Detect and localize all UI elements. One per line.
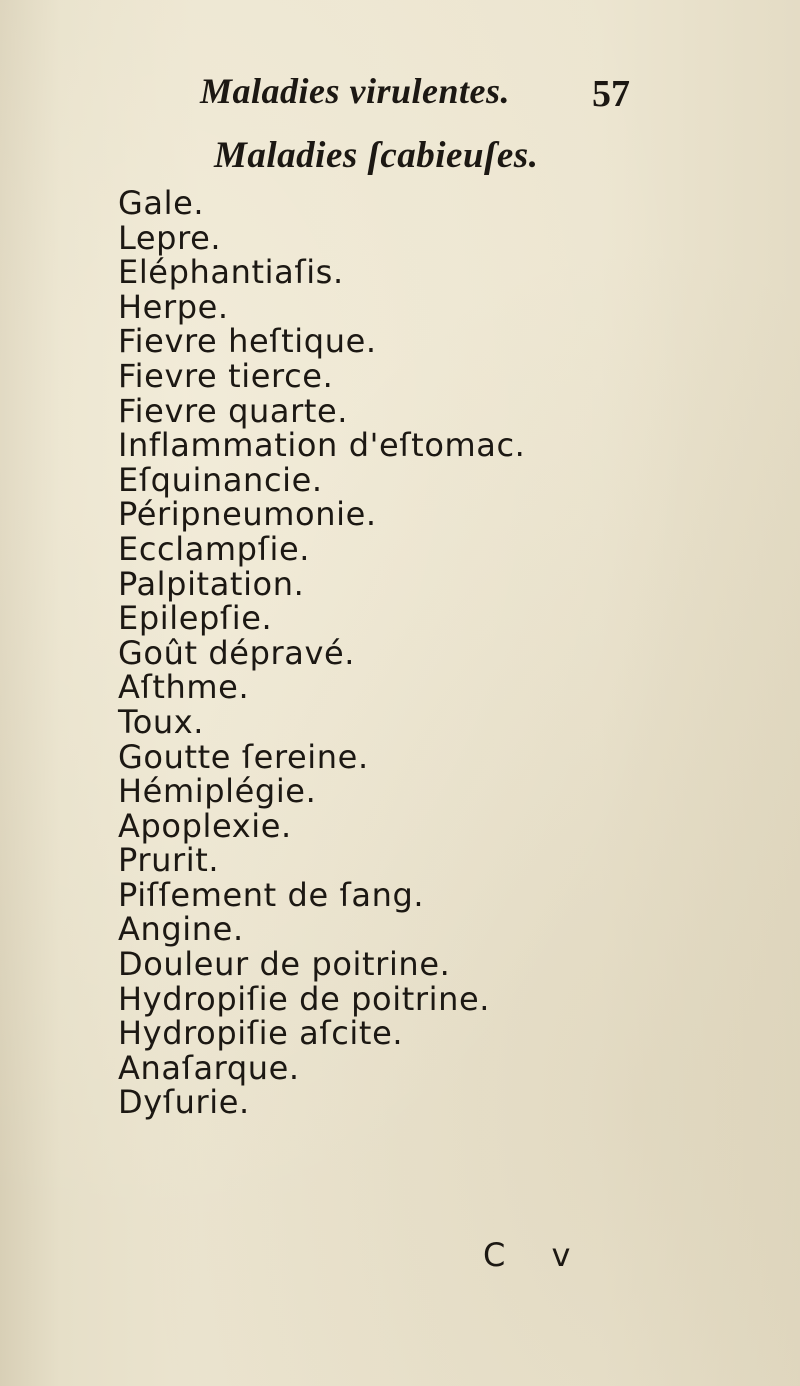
list-item: Piſſement de ſang. — [118, 875, 425, 914]
list-item: Toux. — [118, 702, 205, 741]
section-title: Maladies ſcabieuſes. — [214, 135, 539, 176]
list-item: Lepre. — [118, 218, 222, 257]
list-item: Herpe. — [118, 287, 229, 326]
list-item: Goutte ſereine. — [118, 737, 369, 776]
list-item: Hydropiſie aſcite. — [118, 1014, 404, 1053]
list-item: Fievre quarte. — [118, 391, 349, 430]
list-item: Fievre heſtique. — [118, 322, 377, 361]
running-title: Maladies virulentes. — [200, 71, 511, 111]
list-item: Hydropiſie de poitrine. — [118, 979, 491, 1018]
list-item: Péripneumonie. — [118, 495, 377, 534]
catchword-signature: C v — [483, 1236, 589, 1274]
list-item: Palpitation. — [118, 564, 305, 603]
list-item: Ecclampſie. — [118, 529, 311, 568]
list-item: Gale. — [118, 184, 205, 222]
running-head — [200, 70, 640, 120]
list-item: Fievre tierce. — [118, 356, 334, 395]
list-item: Epilepſie. — [118, 599, 273, 638]
page-number: 57 — [592, 73, 630, 115]
list-item: Douleur de poitrine. — [118, 945, 451, 984]
disease-list — [118, 186, 525, 1120]
list-item: Aſthme. — [118, 668, 250, 707]
list-item: Goût dépravé. — [118, 633, 356, 672]
list-item: Dyſurie. — [118, 1083, 250, 1122]
list-item: Inflammation d'eſtomac. — [118, 426, 526, 465]
list-item: Eſquinancie. — [118, 460, 323, 499]
list-item: Angine. — [118, 910, 244, 949]
list-item: Apoplexie. — [118, 806, 292, 845]
list-item: Hémiplégie. — [118, 772, 317, 811]
list-item: Anaſarque. — [118, 1048, 300, 1087]
list-item: Eléphantiaſis. — [118, 253, 344, 292]
list-item: Prurit. — [118, 841, 220, 880]
